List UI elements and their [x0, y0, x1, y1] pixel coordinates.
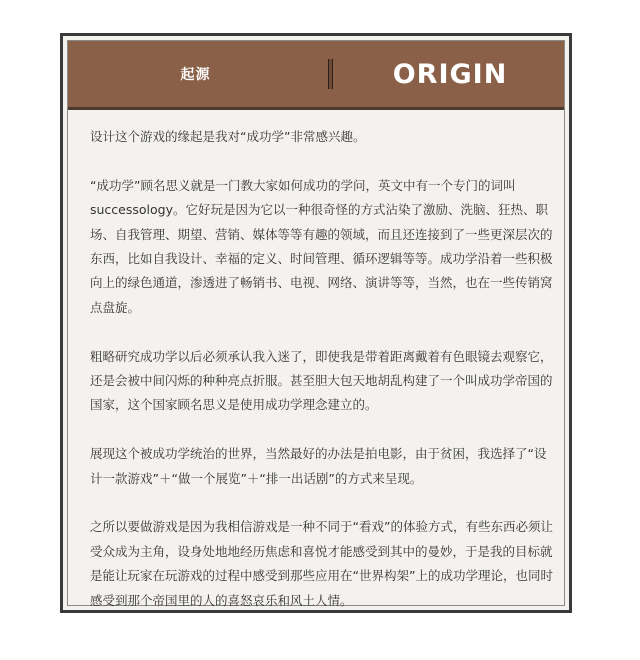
paragraph-4: 展现这个被成功学统治的世界，当然最好的办法是拍电影，由于贫困，我选择了“设计一款游戏”＋“做一个展览”＋“排一出话剧”的方式来呈现。 [90, 446, 547, 486]
header-title-cn: 起源 [180, 67, 211, 83]
header-divider [328, 59, 333, 89]
paragraph-3: 粗略研究成功学以后必须承认我入迷了，即使我是带着距离戴着有色眼镜去观察它，还是会被中间闪烁的种种亮点折服。甚至胆大包天地胡乱构建了一个叫成功学帝国的国家，这个国家顾名思义是使用成功学理念建立的。 [90, 348, 553, 413]
origin-card [60, 33, 572, 613]
card-header [68, 41, 564, 110]
paragraph-5: 之所以要做游戏是因为我相信游戏是一种不同于“看戏”的体验方式，有些东西必须让受众成为主角，设身处地地经历焦虑和喜悦才能感受到其中的曼妙，于是我的目标就是能让玩家在玩游戏的过程中感受到那些应用在“世界构架”上的成功学理论，也同时感受到那个帝国里的人的喜怒哀乐和风土人情。 [90, 519, 553, 608]
card-body [90, 125, 558, 637]
header-title-en: ORIGIN [392, 58, 508, 90]
paragraph-1: 设计这个游戏的缘起是我对“成功学”非常感兴趣。 [90, 129, 366, 144]
card-inner-border [67, 40, 565, 606]
paragraph-2: “成功学”顾名思义就是一门教大家如何成功的学问，英文中有一个专门的词叫successology。它好玩是因为它以一种很奇怪的方式沾染了激励、洗脑、狂热、职场、自我管理、期望、营销、媒体等等有趣的领域，而且还连接到了一些更深层次的东西，比如自我设计、幸福的定义、时间管理、循环逻辑等等。成功学沿着一些积极向上的绿色通道，渗透进了畅销书、电视、网络、演讲等等，当然，也在一些传销窝点盘旋。 [90, 177, 553, 315]
